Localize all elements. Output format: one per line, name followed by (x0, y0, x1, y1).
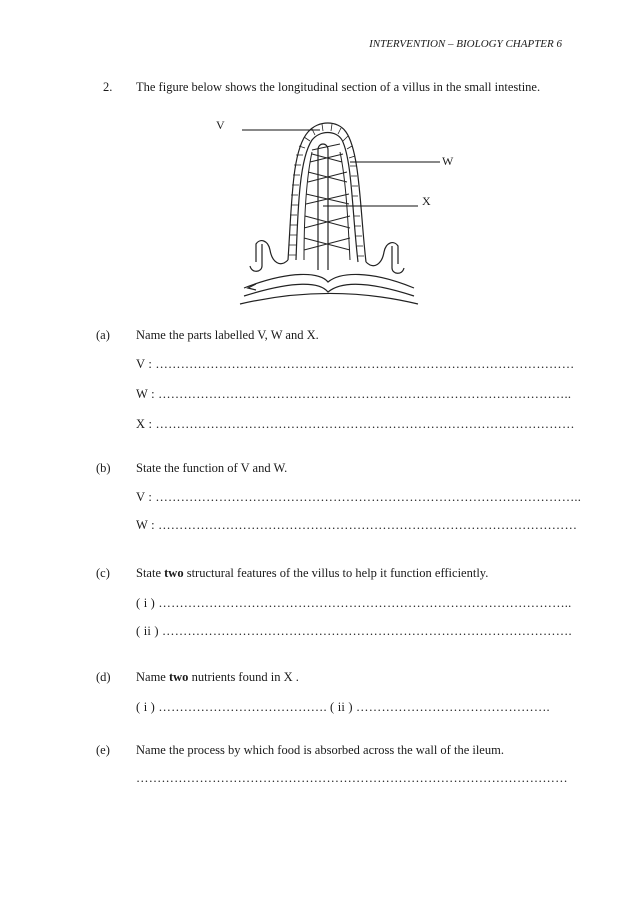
page-header: INTERVENTION – BIOLOGY CHAPTER 6 (369, 38, 562, 50)
answer-line: ( i ) …………………………………………………………………………………….. (136, 596, 572, 610)
answer-line: X : ……………………………………………………………………………………… (136, 417, 575, 431)
lacteal (318, 144, 328, 270)
answer-line: W : …………………………………………………………………………………….. (136, 387, 572, 401)
part-a-label: (a) (96, 328, 110, 342)
part-a-text: Name the parts labelled V, W and X. (136, 328, 319, 342)
answer-line: W : ……………………………………………………………………………………… (136, 518, 578, 532)
answer-line: V : ……………………………………………………………………………………… (136, 357, 575, 371)
answer-line: ( ii ) ……………………………………………………………………………………. (136, 624, 572, 638)
answer-line-i: ( i ) …………………………………. (136, 700, 327, 714)
part-e-label: (e) (96, 743, 110, 757)
question-number: 2. (103, 80, 113, 94)
base-tissue (244, 274, 414, 288)
part-b-text: State the function of V and W. (136, 461, 288, 475)
part-c-text: State two structural features of the villus to help it function efficiently. (136, 566, 489, 580)
answer-line-ii: ( ii ) ………………………………………. (330, 700, 550, 714)
part-d-label: (d) (96, 670, 111, 684)
capillary-network (304, 144, 350, 260)
villus-diagram (200, 110, 460, 315)
part-c-label: (c) (96, 566, 110, 580)
label-v: V (216, 118, 225, 132)
answer-line: V : ……………………………………………………………………………………….. (136, 490, 582, 504)
label-w: W (442, 154, 454, 168)
part-d-text: Name two nutrients found in X . (136, 670, 299, 684)
crypt-left (250, 241, 288, 272)
crypt-right (366, 243, 404, 274)
part-b-label: (b) (96, 461, 111, 475)
part-e-text: Name the process by which food is absorbed across the wall of the ileum. (136, 743, 504, 757)
label-x: X (422, 194, 431, 208)
villus-figure (200, 110, 460, 315)
answer-line: ………………………………………………………………………………………… (136, 771, 568, 785)
question-text: The figure below shows the longitudinal section of a villus in the small intestine. (136, 80, 541, 94)
